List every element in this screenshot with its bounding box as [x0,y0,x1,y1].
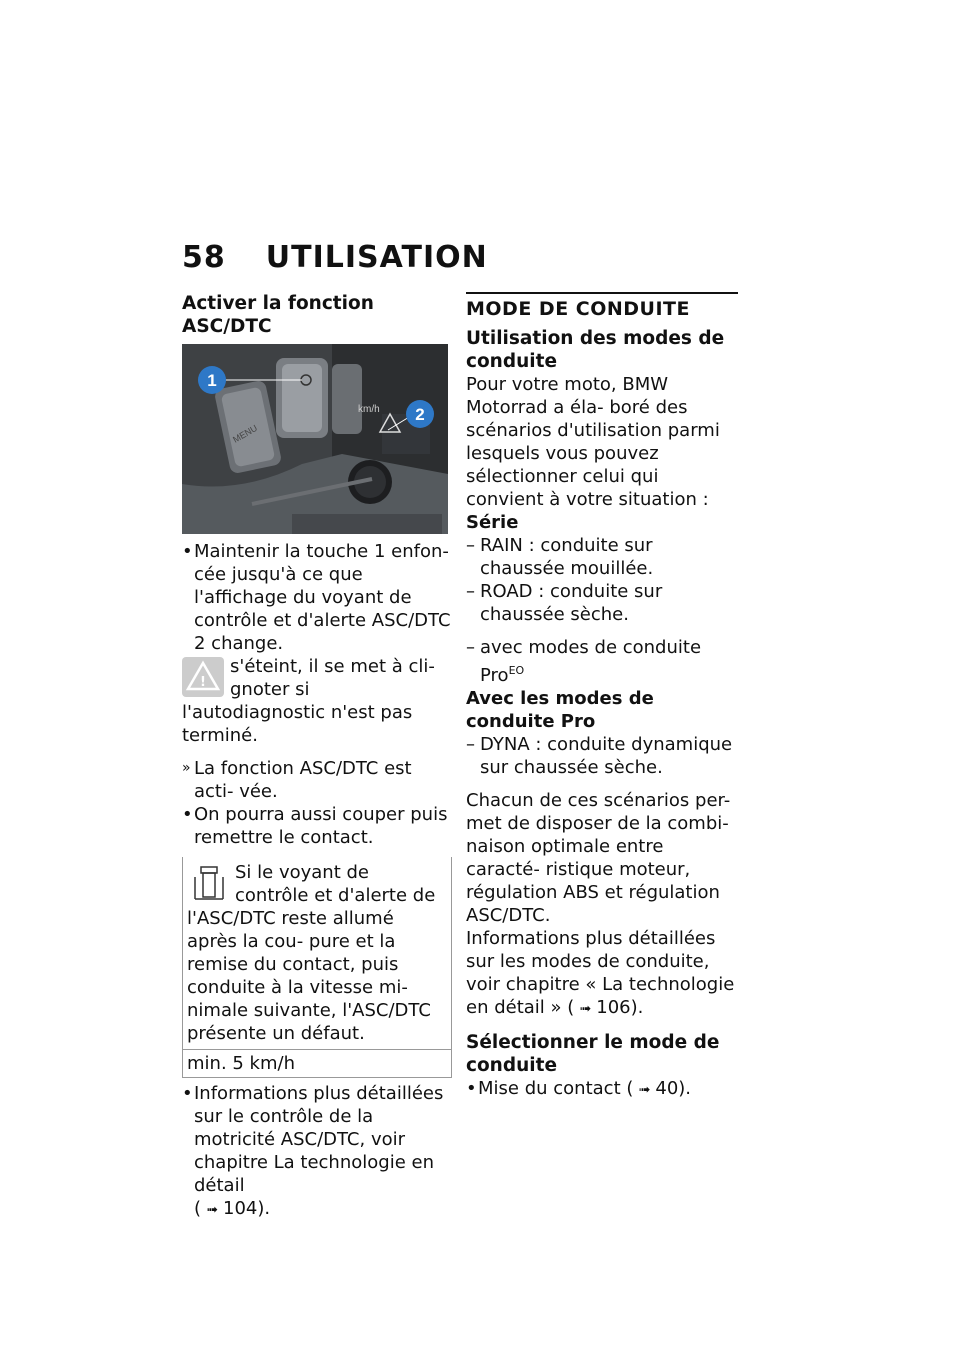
page-number: 58 [182,240,226,275]
step-ignition-on [466,1077,738,1102]
menu-label: MENU [231,422,260,445]
chapter-title: UTILISATION [265,240,488,275]
mode-pro-option-text: avec modes de conduite Pro [480,637,702,686]
asc-dtc-heading: Activer la fonction ASC/DTC [182,293,374,337]
asc-warning-icon [182,657,224,697]
mode-road-text: ROAD : conduite sur chaussée sèche. [480,581,663,625]
handlebar-illustration [182,344,448,534]
page-ref-arrow-icon: ➟ [579,1001,592,1017]
scenario-paragraph: Chacun de ces scénarios per- met de disposer de la combi- naison optimale entre caracté- ristique moteur, régulation ABS et régulation ASC/DTC. [466,790,731,926]
pro-heading: Avec les modes de conduite Pro [466,688,654,732]
pro-superscript: EO [508,664,525,677]
more-info-paragraph-text: Informations plus détaillées sur les modes de conduite, voir chapitre « La technologie en détail » [466,928,735,1018]
more-info-paragraph: Informations plus détaillées sur les modes de conduite, voir chapitre « La technologie en détail » ( ➟ 106). [466,927,738,1021]
result-activated [182,757,452,803]
step-ignition-on-text: Mise du contact ( [478,1078,634,1099]
step-hold-button: • Maintenir la touche 1 enfon- cée jusqu'à ce que l'affichage du voyant de contrôle et d'alerte ASC/DTC 2 change. [182,540,452,655]
intro-text: Pour votre moto, BMW Motorrad a éla- boré des scénarios d'utilisation parmi lesquels vous pouvez sélectionner celui qui convient à votre situation : [466,374,720,510]
mode-dyna-text: DYNA : conduite dynamique sur chaussée sèche. [480,734,733,778]
callout-2: 2 [415,405,425,424]
usage-heading: Utilisation des modes de conduite [466,328,725,372]
select-mode-heading: Sélectionner le mode de conduite [466,1032,720,1076]
step-hold-continuation: s'éteint, il se met à cli- gnoter si l'autodiagnostic n'est pas terminé. [182,656,435,746]
mode-rain-text: RAIN : conduite sur chaussée mouillée. [480,535,654,579]
mode-road: – ROAD : conduite sur chaussée sèche. [466,581,663,625]
test-tube-icon [187,863,229,903]
more-info-paragraph-ref: 106). [596,997,644,1018]
note-text: Si le voyant de contrôle et d'alerte de l'ASC/DTC reste allumé après la cou- pure et la remise du contact, puis conduite à la vitesse mi- nimale suivante, l'ASC/DTC présente un défaut. [187,862,436,1044]
serie-heading: Série [466,512,519,533]
mode-dyna: – DYNA : conduite dynamique sur chaussée sèche. [466,734,733,778]
mode-rain: – RAIN : conduite sur chaussée mouillée. [466,535,654,579]
more-info-text: Informations plus détaillées sur le contrôle de la motricité ASC/DTC, voir chapitre La technologie en détail [194,1083,444,1196]
right-column [466,292,738,1102]
page-ref-arrow-icon: ➟ [206,1202,218,1218]
note-value: min. 5 km/h [183,1049,451,1077]
speed-unit: km/h [358,404,380,415]
more-info-ref: 104). [223,1198,271,1219]
svg-text:!: ! [200,675,206,690]
minimum-speed-note [182,857,452,1078]
result-text: La fonction ASC/DTC est acti- vée. [194,758,412,802]
page-header [182,240,488,275]
step-ignition: • On pourra aussi couper puis remettre le contact. [182,803,452,849]
mode-pro-option: – avec modes de conduite Pro$^{EO}$ [466,637,702,686]
section-heading: MODE DE CONDUITE [466,292,738,321]
callout-1: 1 [207,371,217,390]
result-marker-icon: » [182,760,191,776]
left-column [182,292,452,1222]
handlebar-photo [182,344,448,534]
step-more-info: • Informations plus détaillées sur le contrôle de la motricité ASC/DTC, voir chapitre La technologie en détail ( ➟ 104). [182,1082,452,1222]
step-ignition-on-ref: 40). [655,1078,692,1099]
page-ref-arrow-icon: ➟ [638,1082,651,1098]
